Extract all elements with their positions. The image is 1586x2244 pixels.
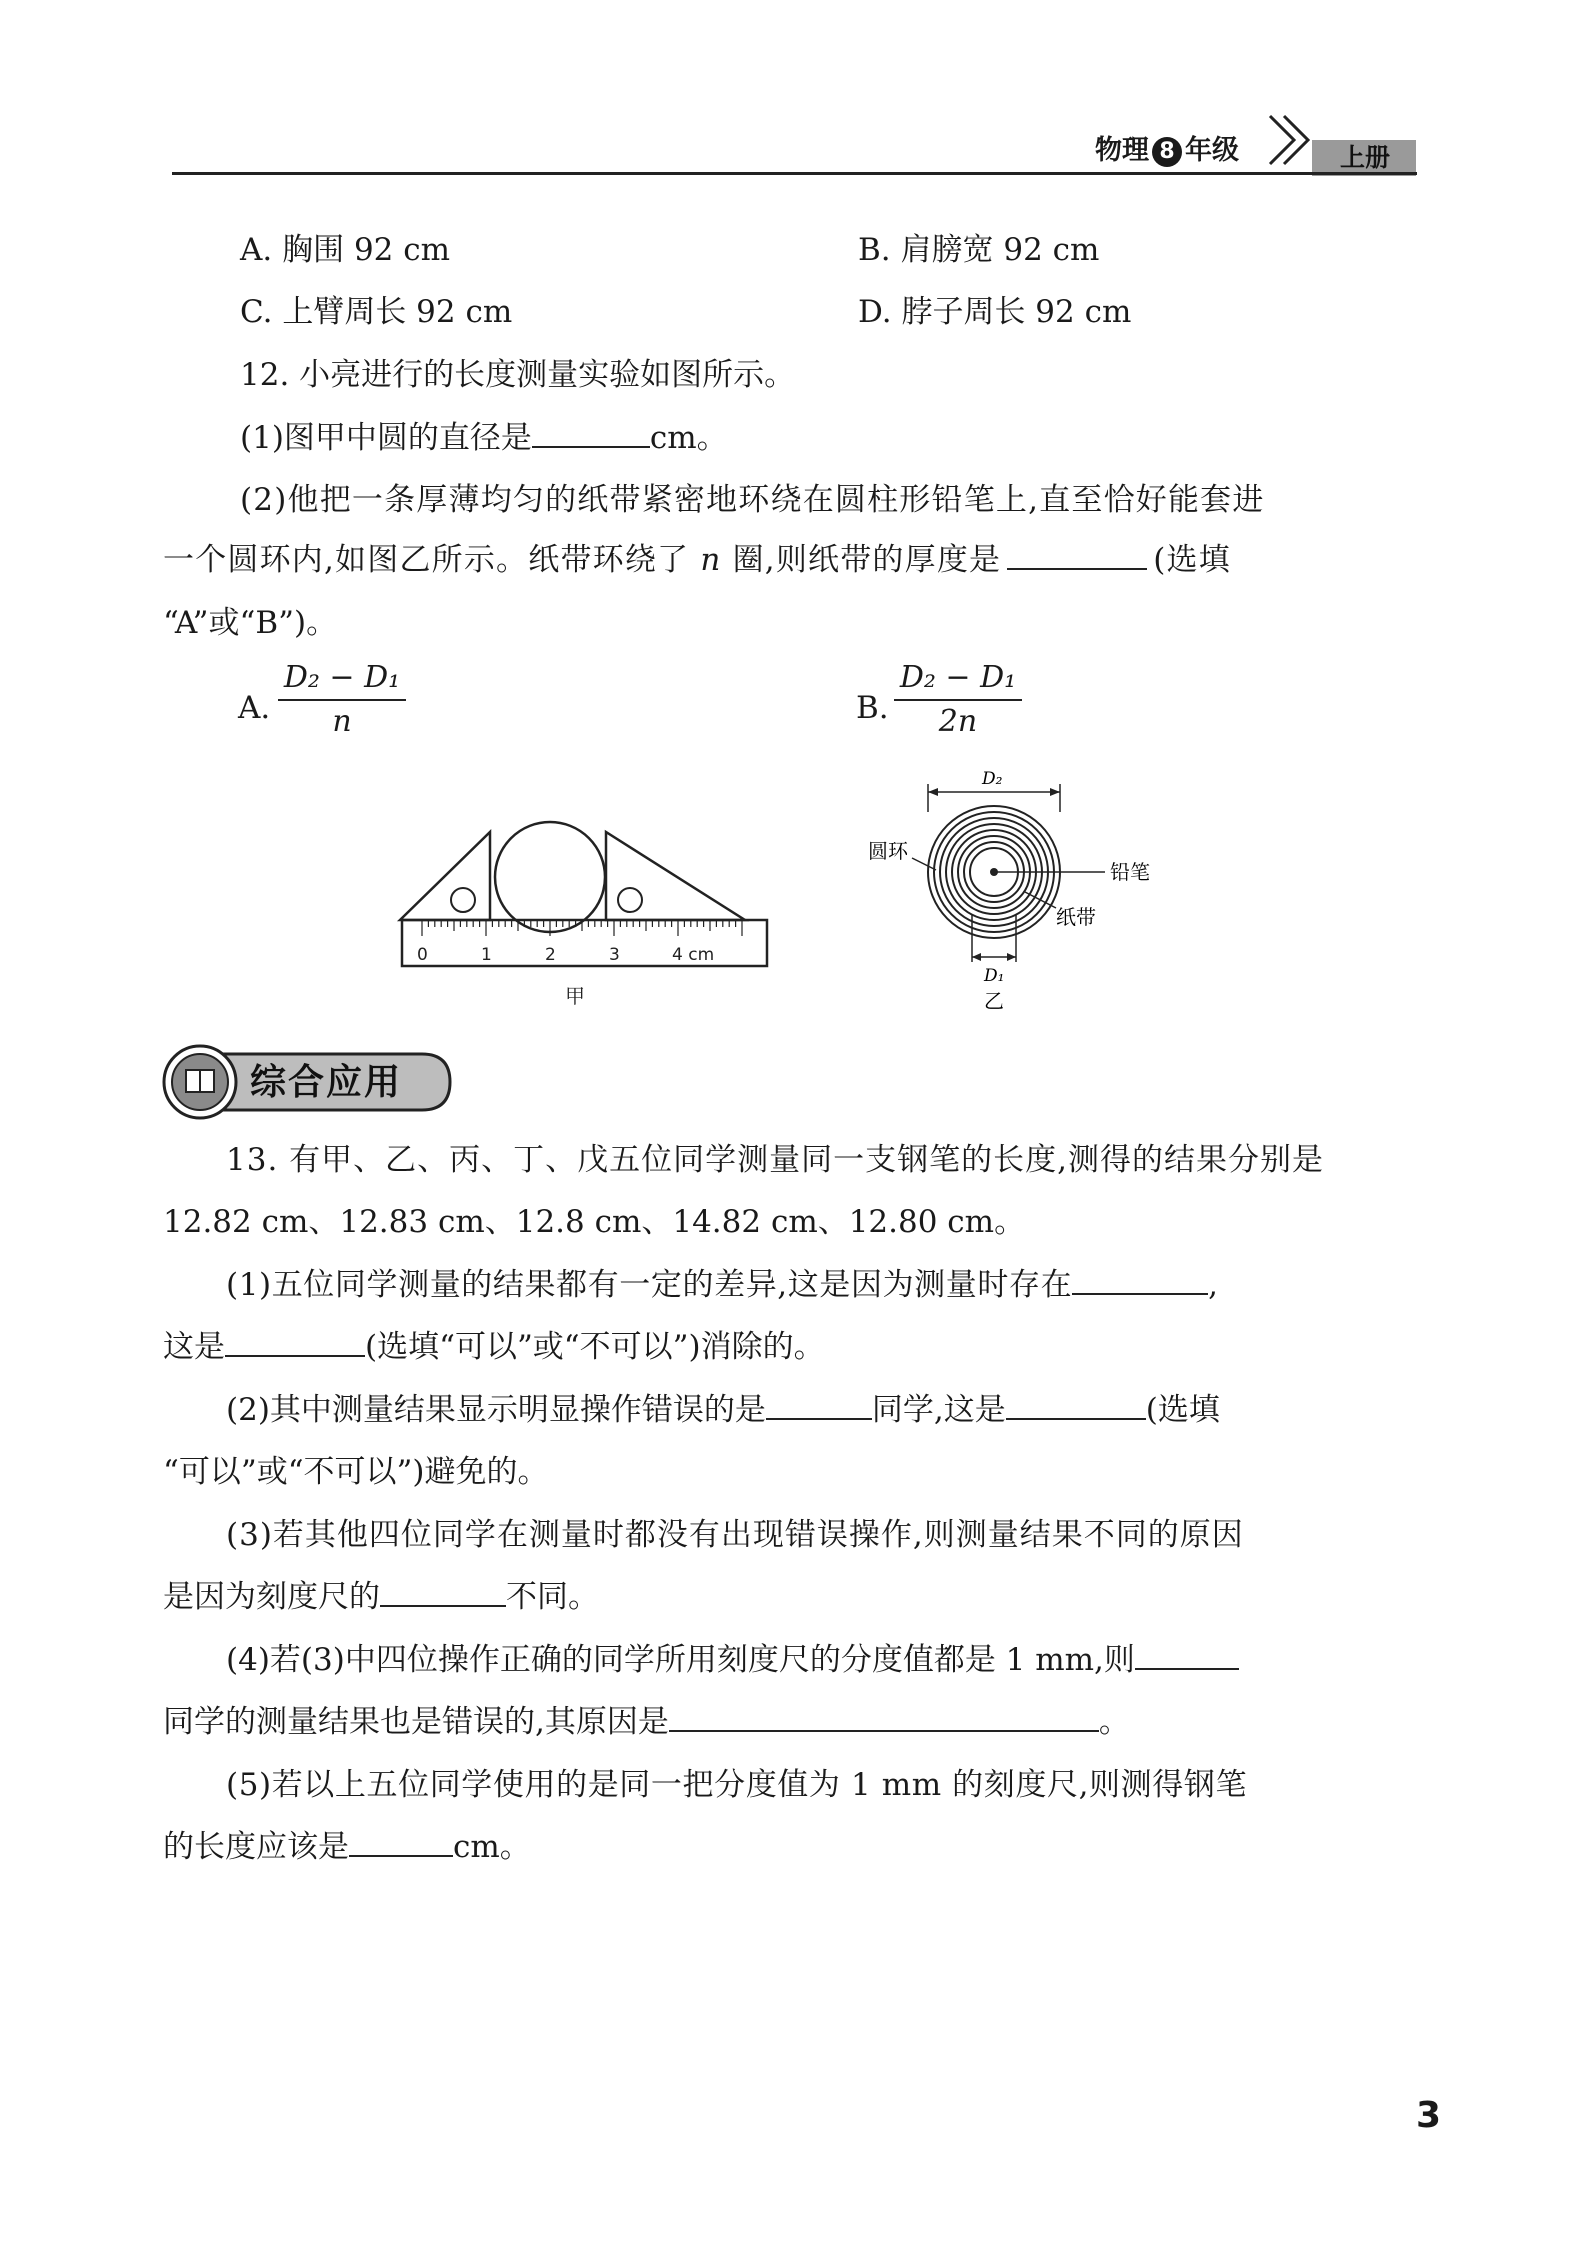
figure-yi [860, 762, 1190, 1022]
q13-part1-line2: 这是 (选填“可以”或“不可以”)消除的。 [163, 1329, 825, 1365]
ruler-tick-label: 1 [481, 945, 492, 965]
section-title: 综合应用 [250, 1062, 403, 1103]
volume-label: 上册 [1340, 143, 1391, 172]
page-number: 3 [1416, 2095, 1442, 2136]
triangle-ruler-left [400, 832, 490, 920]
answer-blank[interactable] [349, 1854, 453, 1857]
q13-part3-line1: (3)若其他四位同学在测量时都没有出现错误操作,则测量结果不同的原因 [226, 1517, 1244, 1553]
figure-yi-caption: 乙 [984, 989, 1004, 1013]
grade-number-badge: 8 [1152, 137, 1182, 167]
q11-option-d: D. 脖子周长 92 cm [858, 294, 1132, 330]
q12-option-b-fraction: D₂ − D₁ 2n [894, 660, 1022, 740]
q13-part5-line2: 的长度应该是 cm。 [163, 1829, 531, 1865]
q13-part2-line2: “可以”或“不可以”)避免的。 [163, 1454, 549, 1490]
q13-part1-line1: (1)五位同学测量的结果都有一定的差异,这是因为测量时存在 , [226, 1267, 1219, 1303]
q13-stem-line1: 13. 有甲、乙、丙、丁、戊五位同学测量同一支钢笔的长度,测得的结果分别是 [226, 1142, 1325, 1178]
book-icon [186, 1070, 214, 1092]
label-ring: 圆环 [868, 839, 908, 863]
answer-blank[interactable] [1135, 1667, 1239, 1670]
triangle-ruler-right [606, 832, 745, 920]
answer-blank[interactable] [532, 445, 650, 448]
q12-option-a-fraction: D₂ − D₁ n [278, 660, 406, 740]
answer-blank[interactable] [1007, 567, 1147, 570]
answer-blank[interactable] [225, 1354, 365, 1357]
q13-part3-line2: 是因为刻度尺的 不同。 [163, 1579, 599, 1615]
answer-blank[interactable] [1072, 1292, 1208, 1295]
q12-option-b-label: B. [856, 690, 889, 726]
answer-blank[interactable] [380, 1604, 506, 1607]
q13-part5-line1: (5)若以上五位同学使用的是同一把分度值为 1 mm 的刻度尺,则测得钢笔 [226, 1767, 1248, 1803]
measured-circle [495, 822, 605, 932]
q12-part2-line3: “A”或“B”)。 [163, 605, 338, 641]
q12-part2-line1: (2)他把一条厚薄均匀的纸带紧密地环绕在圆柱形铅笔上,直至恰好能套进 [240, 482, 1265, 518]
label-tape: 纸带 [1056, 905, 1096, 929]
q11-option-b: B. 肩膀宽 92 cm [858, 232, 1100, 268]
answer-blank[interactable] [669, 1729, 1099, 1732]
label-d1: D₁ [984, 966, 1005, 986]
header-subject: 物理 8 年级 [1095, 135, 1239, 166]
label-pencil: 铅笔 [1110, 860, 1150, 884]
q12-part2-line2: 一个圆环内,如图乙所示。纸带环绕了 n 圈,则纸带的厚度是 (选填 [163, 542, 1231, 578]
q12-part1: (1)图甲中圆的直径是 cm。 [240, 420, 728, 456]
ruler-tick-label: 4 cm [672, 945, 715, 965]
q12-stem: 12. 小亮进行的长度测量实验如图所示。 [240, 357, 796, 393]
answer-blank[interactable] [766, 1417, 872, 1420]
q13-part4-line1: (4)若(3)中四位操作正确的同学所用刻度尺的分度值都是 1 mm,则 [226, 1640, 1239, 1680]
figure-jia [395, 820, 775, 1020]
q13-stem-line2: 12.82 cm、12.83 cm、12.8 cm、14.82 cm、12.80 cm。 [163, 1204, 1026, 1240]
label-d2: D₂ [982, 769, 1003, 789]
ruler-tick-label: 2 [545, 945, 556, 965]
q13-part4-line2: 同学的测量结果也是错误的,其原因是 。 [163, 1704, 1130, 1740]
q13-part2-line1: (2)其中测量结果显示明显操作错误的是 同学,这是 (选填 [226, 1392, 1220, 1428]
ruler-tick-label: 3 [609, 945, 620, 965]
q11-option-a: A. 胸围 92 cm [240, 232, 451, 268]
header-rule [172, 172, 1417, 175]
figure-jia-caption: 甲 [565, 984, 585, 1008]
q12-option-a-label: A. [238, 690, 271, 726]
answer-blank[interactable] [1006, 1417, 1146, 1420]
q11-option-c: C. 上臂周长 92 cm [240, 294, 513, 330]
ruler-tick-label: 0 [417, 945, 428, 965]
